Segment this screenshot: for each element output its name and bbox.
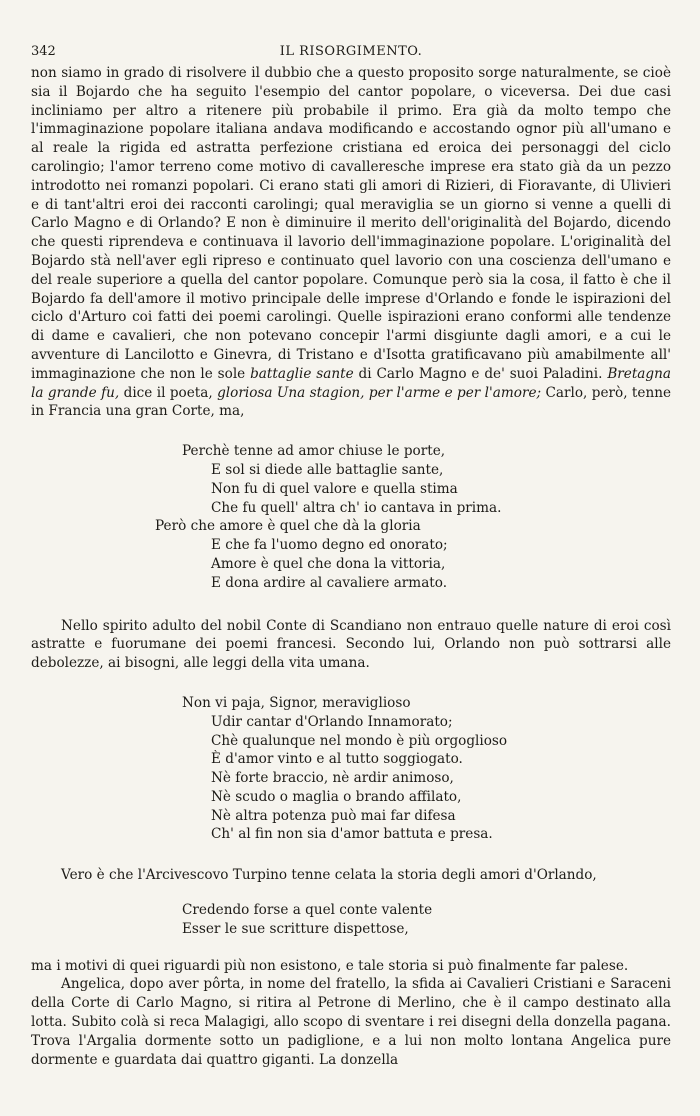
- running-title: IL RISORGIMENTO.: [279, 44, 423, 59]
- verse-line: Esser le sue scritture dispettose,: [182, 920, 409, 937]
- verse-line: Udir cantar d'Orlando Innamorato;: [211, 713, 453, 730]
- verse-line: Non vi paja, Signor, meraviglioso: [182, 694, 411, 711]
- paragraph-1-italic-1: battaglie sante: [250, 365, 354, 382]
- verse-line: E sol si diede alle battaglie sante,: [211, 461, 444, 478]
- verse-line: Non fu di quel valore e quella stima: [211, 480, 458, 497]
- book-page: [31, 44, 671, 1069]
- paragraph-1-text-c: dice il poeta,: [123, 384, 213, 401]
- verse-line: Però che amore è quel che dà la gloria: [155, 518, 421, 535]
- verse-block-3: [182, 901, 671, 939]
- verse-line: È d'amor vinto e al tutto soggiogato.: [211, 751, 463, 768]
- verse-line: Ch' al fin non sia d'amor battuta e presa.: [211, 826, 493, 843]
- verse-line: E dona ardire al cavaliere armato.: [211, 574, 448, 591]
- verse-line: Nè altra potenza può mai far difesa: [211, 807, 456, 824]
- paragraph-4: ma i motivi di quei riguardi più non esistono, e tale storia si può finalmente far palese.: [31, 957, 629, 974]
- page-header: [31, 44, 671, 64]
- verse-block-1: [155, 442, 671, 592]
- verse-line: Che fu quell' altra ch' io cantava in prima.: [211, 499, 502, 516]
- page-number: 342: [31, 44, 56, 59]
- paragraph-1: [31, 64, 671, 421]
- verse-line: Perchè tenne ad amor chiuse le porte,: [182, 443, 446, 460]
- verse-line: E che fa l'uomo degno ed onorato;: [211, 537, 448, 554]
- verse-line: Amore è quel che dona la vittoria,: [211, 555, 446, 572]
- paragraph-1-italic-3: gloriosa Una stagion, per l'arme e per l'amore;: [217, 384, 542, 401]
- verse-block-2: [182, 694, 671, 844]
- paragraph-5: Angelica, dopo aver pôrta, in nome del fratello, la sfida ai Cavalieri Cristiani e Saraceni della Corte di Carlo Magno, si ritira al Petrone di Merlino, che è il campo destinato alla lotta. Subito colà si reca Malagigi, allo scopo di sventare i rei disegni della donzella pagana. Trova l'Argalia dormente sotto un padiglione, e a lui non molto lontana Angelica pure dormente e guardata dai quattro giganti. La donzella: [31, 976, 671, 1068]
- verse-line: Nè scudo o maglia o brando affilato,: [211, 788, 462, 805]
- paragraph-1-text-d: Carlo, però, tenne in Francia una gran Corte, ma,: [31, 384, 671, 420]
- paragraph-3: Vero è che l'Arcivescovo Turpino tenne celata la storia degli amori d'Orlando,: [61, 867, 597, 884]
- paragraph-1-text-a: non siamo in grado di risolvere il dubbio che a questo proposito sorge naturalmente, se cioè sia il Bojardo che ha seguito l'esempio del cantor popolare, o viceversa. Dei due casi incliniamo per altro a ritenere più probabile il primo. Era già da molto tempo che l'immaginazione popolare italiana andava modificando e accostando ognor più all'umano e al reale la rigida ed astratta perfezione cristiana ed eroica dei personaggi del ciclo carolingio; l'amor terreno come motivo di cavalleresche imprese era stato già da un pezzo introdotto nei romanzi popolari. Ci erano stati gli amori di Rizieri, di Fioravante, di Ulivieri e di tant'altri eroi dei racconti carolingi; qual meraviglia se un giorno si venne a quelli di Carlo Magno e di Orlando? E non è diminuire il merito dell'originalità del Bojardo, dicendo che questi riprendeva e continuava il lavorio dell'immaginazione popolare. L'originalità del Bojardo stà nell'aver egli ripreso e continuato quel lavorio con una coscienza dell'umano e del reale superiore a quella del cantor popolare. Comunque però sia la cosa, il fatto è che il Bojardo fa dell'amore il motivo principale delle imprese d'Orlando e fonde le ispirazioni del ciclo d'Arturo coi fatti dei poemi carolingi. Quelle ispirazioni erano conformi alle tendenze di dame e cavalieri, che non potevano concepir l'armi disgiunte dagli amori, e a cui le avventure di Lancilotto e Ginevra, di Tristano e d'Isotta gratificavano più amabilmente all' immaginazione che non le sole: [31, 65, 671, 382]
- paragraph-1-italic-2: Bretagna la grande fu,: [31, 365, 671, 401]
- verse-line: Credendo forse a quel conte valente: [182, 902, 433, 919]
- paragraph-2: Nello spirito adulto del nobil Conte di Scandiano non entrauo quelle nature di eroi così astratte e fuorumane dei poemi francesi. Secondo lui, Orlando non può sottrarsi alle debolezze, ai bisogni, alle leggi della vita umana.: [31, 617, 671, 672]
- verse-line: Chè qualunque nel mondo è più orgoglioso: [211, 732, 508, 749]
- verse-line: Nè forte braccio, nè ardir animoso,: [211, 770, 454, 787]
- paragraph-1-text-b: di Carlo Magno e de' suoi Paladini.: [358, 365, 603, 382]
